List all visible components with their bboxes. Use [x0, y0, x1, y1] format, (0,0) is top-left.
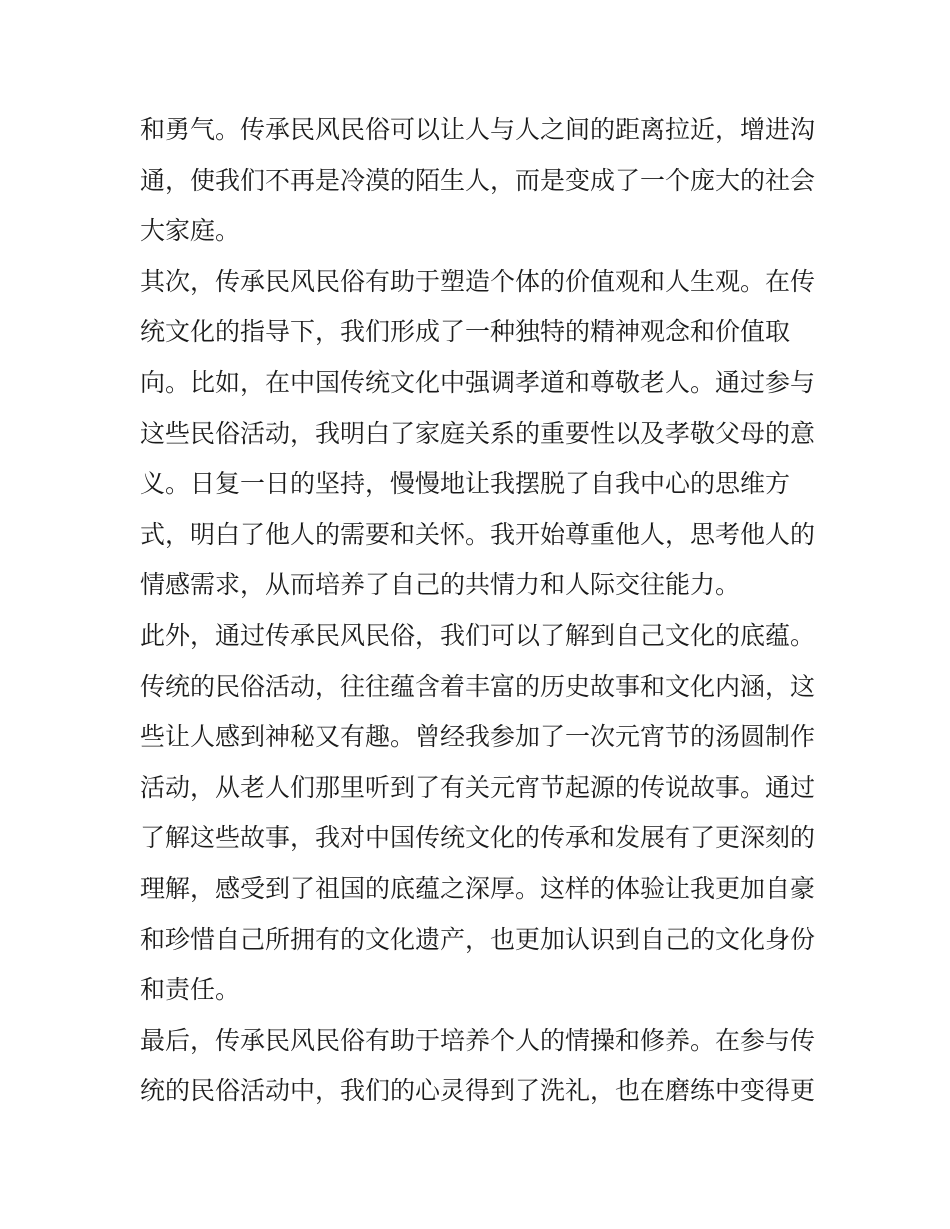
text-line: 义。日复一日的坚持，慢慢地让我摆脱了自我中心的思维方 — [140, 469, 791, 499]
text-line: 最后，传承民风民俗有助于培养个人的情操和修养。在参与传 — [140, 1025, 816, 1055]
text-line: 和珍惜自己所拥有的文化遗产，也更加认识到自己的文化身份 — [140, 924, 816, 954]
text-line: 通，使我们不再是冷漠的陌生人，而是变成了一个庞大的社会 — [140, 165, 816, 195]
text-line: 和勇气。传承民风民俗可以让人与人之间的距离拉近，增进沟 — [140, 115, 816, 144]
text-line: 统文化的指导下，我们形成了一种独特的精神观念和价值取 — [140, 317, 791, 347]
body-text — [140, 105, 830, 1117]
text-line: 了解这些故事，我对中国传统文化的传承和发展有了更深刻的 — [140, 823, 816, 853]
text-line: 理解，感受到了祖国的底蕴之深厚。这样的体验让我更加自豪 — [140, 873, 816, 903]
text-line: 和责任。 — [140, 975, 241, 1005]
text-line: 其次，传承民风民俗有助于塑造个体的价值观和人生观。在传 — [140, 266, 816, 296]
text-line: 式，明白了他人的需要和关怀。我开始尊重他人，思考他人的 — [140, 519, 816, 549]
text-line: 活动，从老人们那里听到了有关元宵节起源的传说故事。通过 — [140, 772, 816, 802]
text-line: 大家庭。 — [140, 216, 241, 246]
text-line: 这些民俗活动，我明白了家庭关系的重要性以及孝敬父母的意 — [140, 418, 816, 448]
text-line: 统的民俗活动中，我们的心灵得到了洗礼，也在磨练中变得更 — [140, 1076, 816, 1106]
text-line: 情感需求，从而培养了自己的共情力和人际交往能力。 — [140, 570, 741, 600]
text-line: 此外，通过传承民风民俗，我们可以了解到自己文化的底蕴。 — [140, 620, 816, 650]
text-line: 向。比如，在中国传统文化中强调孝道和尊敬老人。通过参与 — [140, 367, 816, 397]
text-line: 些让人感到神秘又有趣。曾经我参加了一次元宵节的汤圆制作 — [140, 722, 816, 752]
text-line: 传统的民俗活动，往往蕴含着丰富的历史故事和文化内涵，这 — [140, 671, 816, 701]
